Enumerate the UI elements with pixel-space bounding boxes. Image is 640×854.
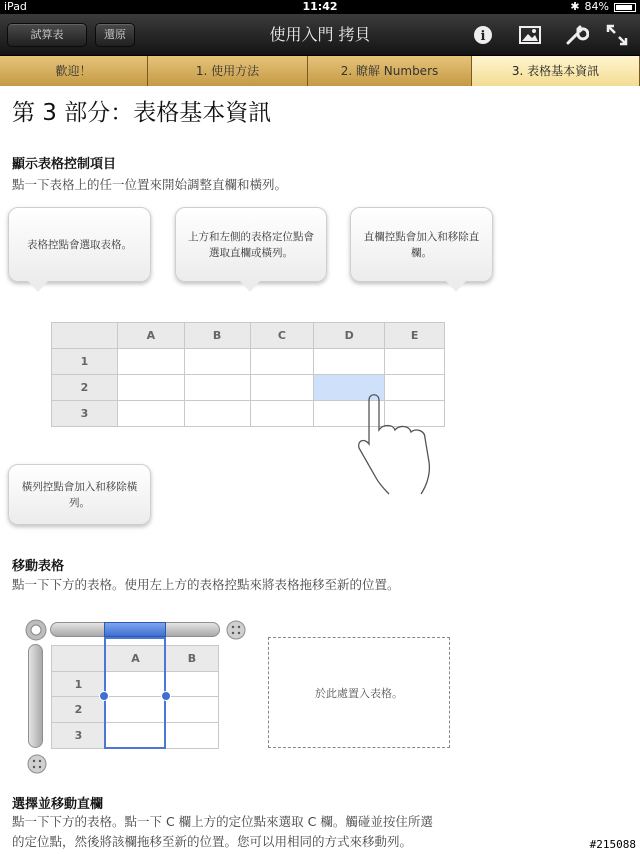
row-header[interactable]: 3 [52,401,118,427]
callout-column-handle: 直欄控點會加入和移除直欄。 [350,207,493,282]
table-cell[interactable] [118,349,185,375]
fullscreen-icon[interactable] [604,22,630,48]
battery-percent: 84% [584,0,609,13]
callout-pointer [240,281,260,293]
table-cell[interactable] [184,401,250,427]
callout-pointer [28,451,48,465]
selection-drag-handle[interactable] [99,691,109,701]
sheet-tabs [0,56,640,86]
section-title-move-columns: 選擇並移動直欄 [12,797,104,812]
tools-icon[interactable] [563,22,589,48]
watermark: #215088 [589,838,636,851]
row-header[interactable]: 1 [52,672,106,697]
undo-button[interactable]: 還原 [95,23,135,47]
row-handle-icon[interactable] [27,754,47,774]
section-desc-show-controls: 點一下表格上的任一位置來開始調整直欄和橫列。 [12,177,288,192]
row-header[interactable]: 3 [52,723,106,749]
bluetooth-icon: ✱ [570,0,580,13]
drop-zone[interactable]: 於此處置入表格。 [268,637,450,748]
table-cell[interactable] [250,375,314,401]
svg-text:i: i [480,29,486,44]
column-header[interactable]: A [118,323,185,349]
corner-cell [52,646,106,672]
status-time: 11:42 [302,0,338,13]
table-cell[interactable] [118,401,185,427]
table-cell[interactable] [166,723,219,749]
callout-reference-tabs: 上方和左側的表格定位點會選取直欄或橫列。 [175,207,327,282]
callout-pointer [28,281,48,293]
device-name: iPad [4,0,27,13]
row-header[interactable]: 1 [52,349,118,375]
row-header[interactable]: 2 [52,697,106,723]
section-title-show-controls: 顯示表格控制項目 [12,157,117,172]
section-desc-move-columns-1: 點一下下方的表格。點一下 C 欄上方的定位點來選取 C 欄。觸碰並按住所選 [12,814,433,829]
column-selection-outline [104,637,166,749]
selection-drag-handle[interactable] [161,691,171,701]
row-reference-bar[interactable] [28,644,43,748]
status-bar [0,0,640,14]
column-header[interactable]: A [106,646,166,672]
table-cell[interactable] [166,672,219,697]
corner-cell [52,323,118,349]
tab-welcome[interactable]: 歡迎！ [0,56,148,86]
document-title: 使用入門 拷貝 [269,25,371,44]
column-handle-icon[interactable] [226,620,246,640]
table-cell[interactable] [250,349,314,375]
tab-table-basics[interactable]: 3. 表格基本資訊 [472,56,640,86]
table-cell[interactable] [184,349,250,375]
callout-pointer [446,281,466,293]
media-icon[interactable] [517,22,543,48]
column-header[interactable]: E [385,323,445,349]
tab-how-to-use[interactable]: 1. 使用方法 [148,56,308,86]
table-cell[interactable] [250,401,314,427]
table-cell[interactable] [166,697,219,723]
callout-row-handle: 橫列控點會加入和移除橫列。 [8,464,151,525]
column-header[interactable]: B [166,646,219,672]
section-title-move-table: 移動表格 [12,559,65,574]
row-header[interactable]: 2 [52,375,118,401]
battery-icon [614,3,636,12]
table-handle-icon[interactable] [25,619,47,641]
column-header[interactable]: B [184,323,250,349]
column-header[interactable]: D [314,323,385,349]
table-cell[interactable] [184,375,250,401]
callout-table-handle: 表格控點會選取表格。 [8,207,151,282]
tab-about-numbers[interactable]: 2. 瞭解 Numbers [308,56,472,86]
spreadsheets-button[interactable]: 試算表 [7,23,87,47]
section-desc-move-table: 點一下下方的表格。使用左上方的表格控點來將表格拖移至新的位置。 [12,577,400,592]
table-cell[interactable] [118,375,185,401]
selected-column-tab[interactable] [104,622,166,637]
column-header[interactable]: C [250,323,314,349]
info-icon[interactable] [470,22,496,48]
section-desc-move-columns-2: 的定位點，然後將該欄拖移至新的位置。您可以用相同的方式來移動列。 [12,834,413,849]
table-cell[interactable] [385,349,445,375]
toolbar [0,14,640,56]
page-title: 第 3 部分：表格基本資訊 [12,100,272,126]
table-cell[interactable] [314,349,385,375]
hand-pointer-icon [355,390,455,495]
